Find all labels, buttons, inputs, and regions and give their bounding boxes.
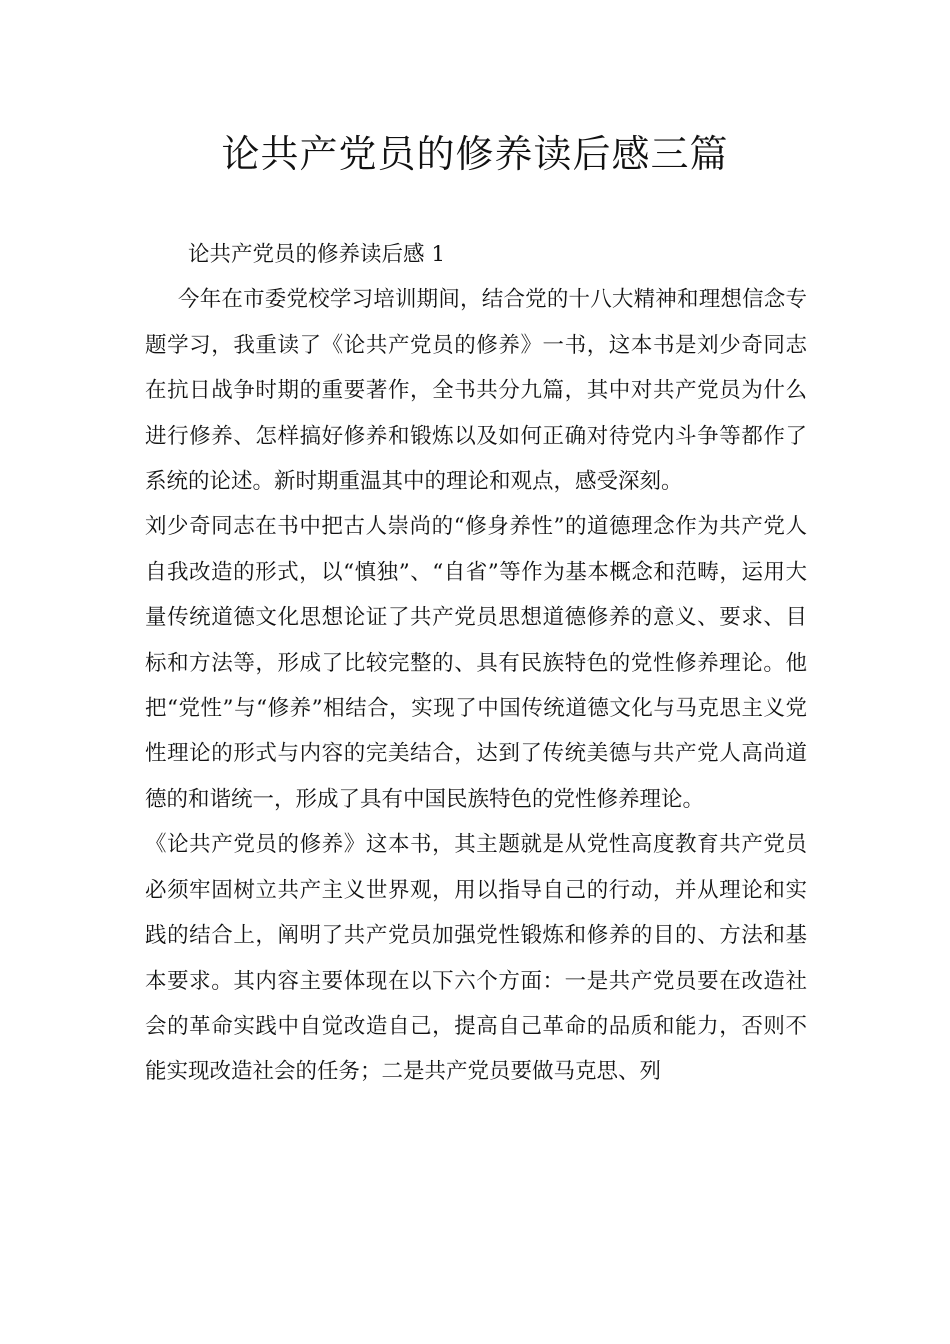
- document-title: 论共产党员的修养读后感三篇: [221, 132, 729, 176]
- document-body: [145, 232, 807, 1095]
- section-subheading: 论共产党员的修养读后感 1: [188, 242, 446, 267]
- paragraph-1: 今年在市委党校学习培训期间，结合党的十八大精神和理想信念专题学习，我重读了《论共产党员的修养》一书，这本书是刘少奇同志在抗日战争时期的重要著作，全书共分九篇，其中对共产党员为什么进行修养、怎样搞好修养和锻炼以及如何正确对待党内斗争等都作了系统的论述。新时期重温其中的理论和观点，感受深刻。: [145, 287, 807, 495]
- paragraph-3: 《论共产党员的修养》这本书，其主题就是从党性高度教育共产党员必须牢固树立共产主义世界观，用以指导自己的行动，并从理论和实践的结合上，阐明了共产党员加强党性锻炼和修养的目的、方法和基本要求。其内容主要体现在以下六个方面：一是共产党员要在改造社会的革命实践中自觉改造自己，提高自己革命的品质和能力，否则不能实现改造社会的任务；二是共产党员要做马克思、列: [145, 832, 807, 1085]
- paragraph-2: 刘少奇同志在书中把古人崇尚的“修身养性”的道德理念作为共产党人自我改造的形式，以“慎独”、“自省”等作为基本概念和范畴，运用大量传统道德文化思想论证了共产党员思想道德修养的意义、要求、目标和方法等，形成了比较完整的、具有民族特色的党性修养理论。他把“党性”与“修养”相结合，实现了中国传统道德文化与马克思主义党性理论的形式与内容的完美结合，达到了传统美德与共产党人高尚道德的和谐统一，形成了具有中国民族特色的党性修养理论。: [145, 514, 807, 812]
